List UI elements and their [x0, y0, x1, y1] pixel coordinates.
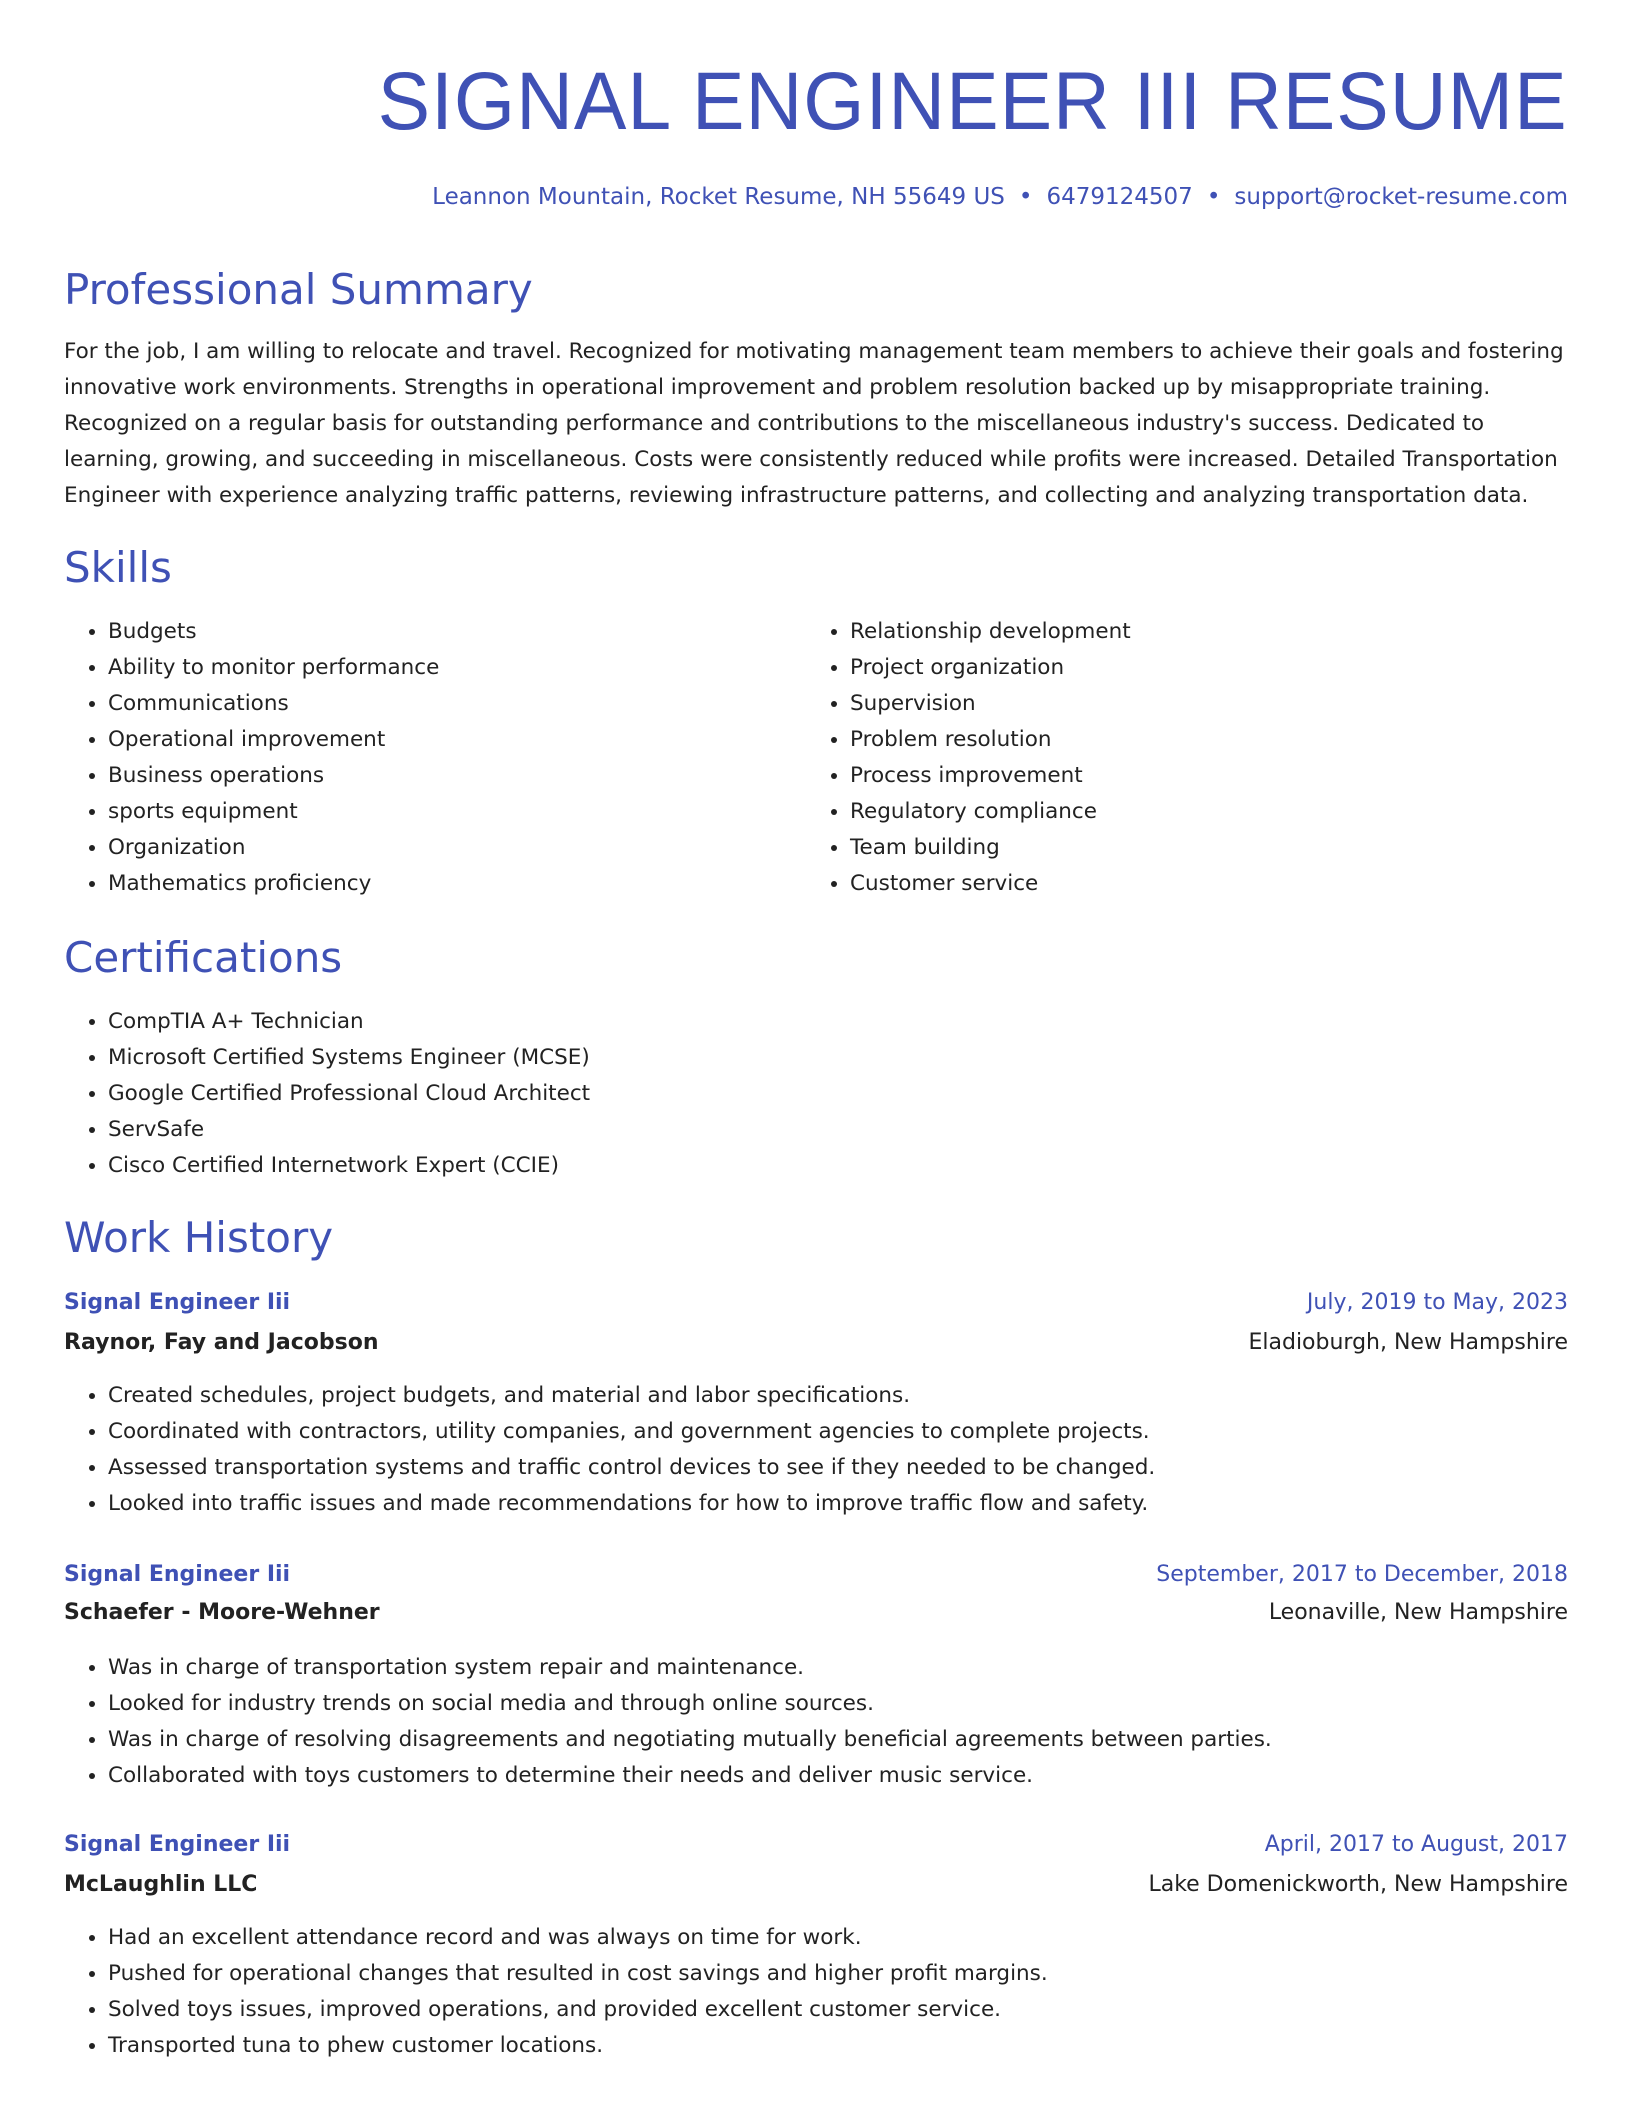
- certification-item: • Microsoft Certified Systems Engineer (MCSE): [108, 1040, 590, 1076]
- resume-page: [64, 0, 1568, 2112]
- job-title: Signal Engineer Iii: [64, 1290, 291, 1315]
- job-dates: July, 2019 to May, 2023: [1306, 1290, 1568, 1315]
- contact-phone: 6479124507: [1046, 184, 1193, 210]
- job-bullet: • Assessed transportation systems and traffic control devices to see if they needed to be changed.: [108, 1450, 1155, 1486]
- skill-item: • Organization: [108, 830, 439, 866]
- skill-item: • Process improvement: [850, 758, 1131, 794]
- job-bullet: • Transported tuna to phew customer locations.: [108, 2028, 1048, 2064]
- skill-item: • Mathematics proficiency: [108, 866, 439, 902]
- job-bullet: • Had an excellent attendance record and was always on time for work.: [108, 1920, 1048, 1956]
- job-bullet: • Was in charge of resolving disagreements and negotiating mutually beneficial agreements between parties.: [108, 1722, 1272, 1758]
- skill-item: • Ability to monitor performance: [108, 650, 439, 686]
- certifications-heading: Certifications: [64, 933, 343, 982]
- certification-item: • Cisco Certified Internetwork Expert (CCIE): [108, 1148, 590, 1184]
- job-bullet: • Looked into traffic issues and made recommendations for how to improve traffic flow and safety.: [108, 1486, 1155, 1522]
- job-bullet: • Solved toys issues, improved operations, and provided excellent customer service.: [108, 1992, 1048, 2028]
- job-bullet: • Created schedules, project budgets, and material and labor specifications.: [108, 1378, 1155, 1414]
- certification-item: • ServSafe: [108, 1112, 590, 1148]
- job-location: Eladioburgh, New Hampshire: [1248, 1330, 1568, 1355]
- job-bullet: • Was in charge of transportation system repair and maintenance.: [108, 1650, 1272, 1686]
- contact-line: [432, 180, 1568, 214]
- skill-item: • Problem resolution: [850, 722, 1131, 758]
- contact-email[interactable]: support@rocket-resume.com: [1234, 184, 1568, 210]
- job-bullet: • Coordinated with contractors, utility companies, and government agencies to complete projects.: [108, 1414, 1155, 1450]
- job-location: Leonaville, New Hampshire: [1268, 1600, 1568, 1625]
- skill-item: • Business operations: [108, 758, 439, 794]
- certifications-list: [64, 1004, 590, 1184]
- job-dates: September, 2017 to December, 2018: [1156, 1562, 1568, 1587]
- job-bullets: [64, 1378, 1155, 1522]
- skills-list-right: [806, 614, 1131, 902]
- skill-item: • Team building: [850, 830, 1131, 866]
- job-bullet: • Pushed for operational changes that resulted in cost savings and higher profit margins.: [108, 1956, 1048, 1992]
- job-title: Signal Engineer Iii: [64, 1562, 291, 1587]
- contact-separator: •: [1018, 184, 1033, 210]
- summary-heading: Professional Summary: [64, 265, 533, 314]
- job-location: Lake Domenickworth, New Hampshire: [1148, 1872, 1568, 1897]
- skill-item: • Budgets: [108, 614, 439, 650]
- skill-item: • sports equipment: [108, 794, 439, 830]
- resume-title: SIGNAL ENGINEER III RESUME: [378, 56, 1568, 147]
- work-history-heading: Work History: [64, 1213, 334, 1262]
- job-dates: April, 2017 to August, 2017: [1264, 1832, 1568, 1857]
- job-company: McLaughlin LLC: [64, 1872, 258, 1897]
- skill-item: • Customer service: [850, 866, 1131, 902]
- skill-item: • Communications: [108, 686, 439, 722]
- certification-item: • Google Certified Professional Cloud Architect: [108, 1076, 590, 1112]
- job-bullet: • Collaborated with toys customers to determine their needs and deliver music service.: [108, 1758, 1272, 1794]
- summary-text: For the job, I am willing to relocate and travel. Recognized for motivating management team members to achieve their goals and fostering innovative work environments. Strengths in operational improvement and problem resolution backed up by misappropriate training. Recognized on a regular basis for outstanding performance and contributions to the miscellaneous industry's success. Dedicated to learning, growing, and succeeding in miscellaneous. Costs were consistently reduced while profits were increased. Detailed Transportation Engineer with experience analyzing traffic patterns, reviewing infrastructure patterns, and collecting and analyzing transportation data.: [64, 339, 1564, 508]
- skill-item: • Regulatory compliance: [850, 794, 1131, 830]
- skill-item: • Project organization: [850, 650, 1131, 686]
- job-company: Schaefer - Moore-Wehner: [64, 1600, 380, 1625]
- skill-item: • Operational improvement: [108, 722, 439, 758]
- job-bullet: • Looked for industry trends on social media and through online sources.: [108, 1686, 1272, 1722]
- job-bullets: [64, 1920, 1048, 2064]
- skill-item: • Supervision: [850, 686, 1131, 722]
- certification-item: • CompTIA A+ Technician: [108, 1004, 590, 1040]
- job-bullets: [64, 1650, 1272, 1794]
- job-company: Raynor, Fay and Jacobson: [64, 1330, 379, 1355]
- job-title: Signal Engineer Iii: [64, 1832, 291, 1857]
- contact-separator: •: [1206, 184, 1221, 210]
- skills-list-left: [64, 614, 439, 902]
- skill-item: • Relationship development: [850, 614, 1131, 650]
- skills-heading: Skills: [64, 543, 172, 592]
- contact-address: Leannon Mountain, Rocket Resume, NH 55649 US: [432, 184, 1005, 210]
